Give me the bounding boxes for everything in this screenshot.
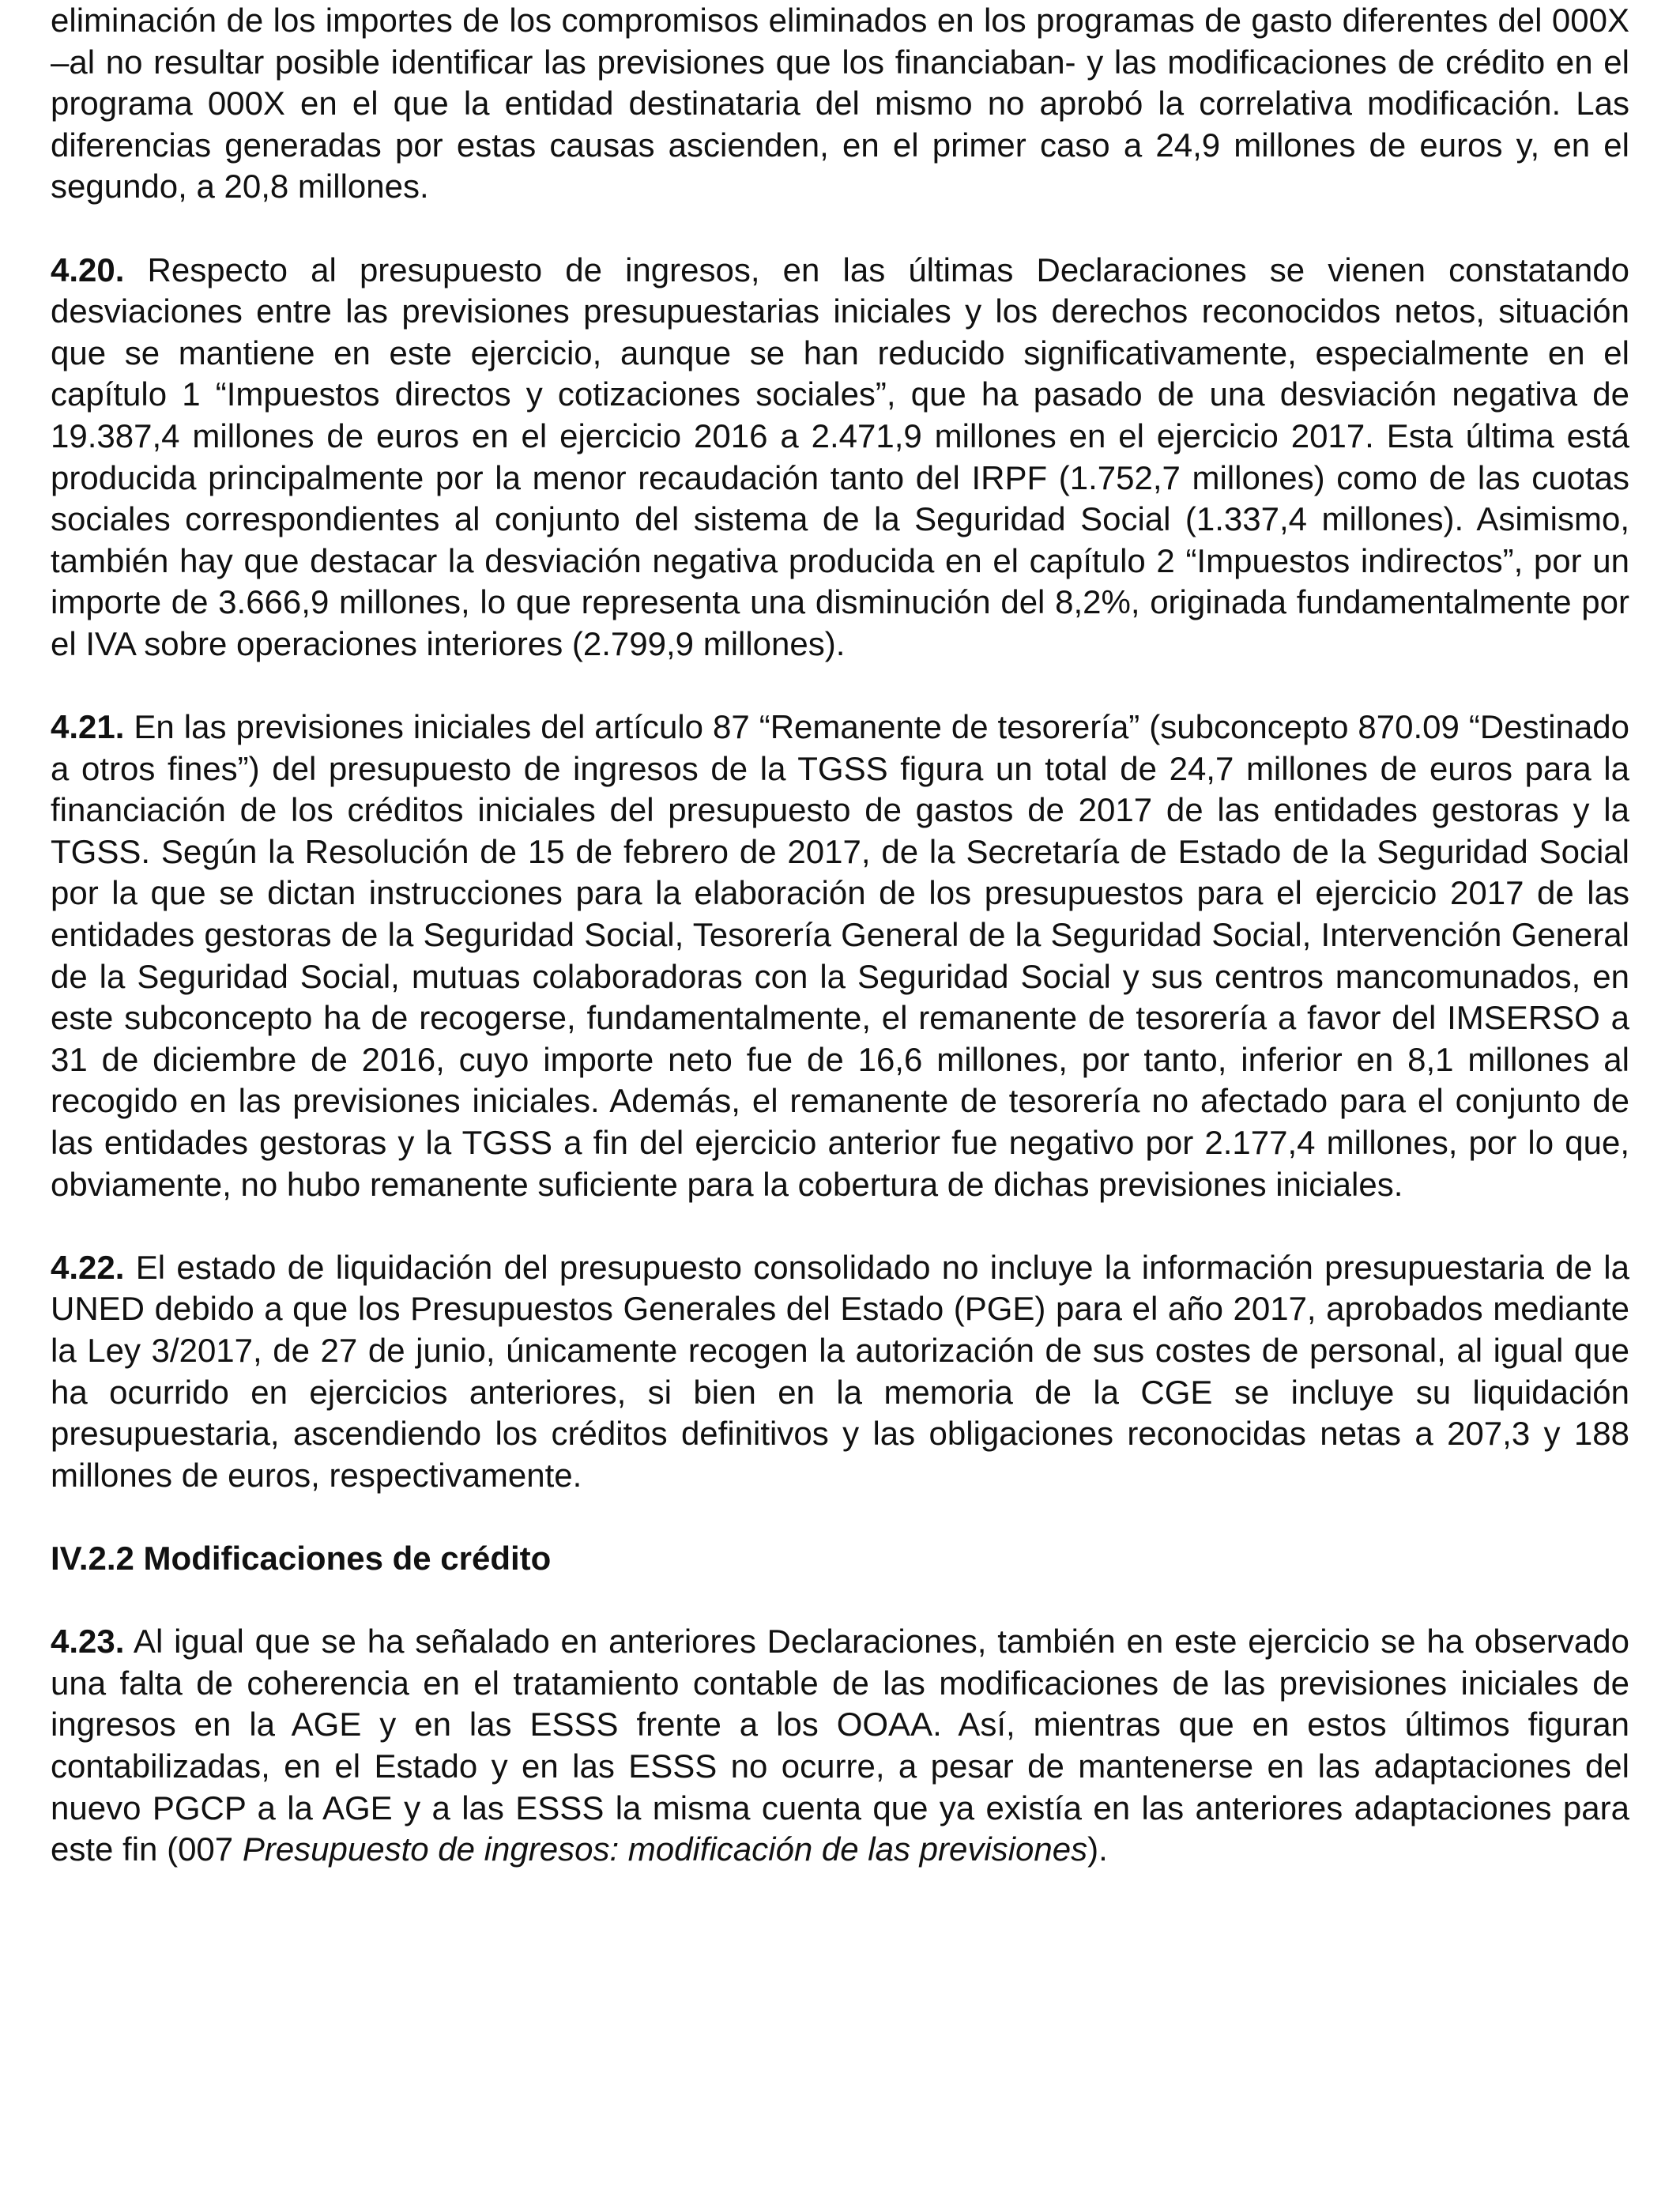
paragraph-4-21: [51, 707, 1629, 1205]
paragraph-4-22: [51, 1247, 1629, 1497]
section-heading: IV.2.2 Modificaciones de crédito: [51, 1539, 552, 1577]
paragraph-number: 4.23.: [51, 1623, 125, 1661]
paragraph-text: Al igual que se ha señalado en anteriores Declaraciones, también en este ejercicio se ha observado una falta de coherencia en el tratamiento contable de las modificaciones de las previsiones iniciales de ingresos en la AGE y en las ESSS frente a los OOAA. Así, mientras que en estos últimos figuran contabilizadas, en el Estado y en las ESSS no ocurre, a pesar de mantenerse en las adaptaciones del nuevo PGCP a la AGE y a las ESSS la misma cuenta que ya existía en las anteriores adaptaciones para este fin (007: [51, 1623, 1629, 1868]
paragraph-text: El estado de liquidación del presupuesto consolidado no incluye la información presupuestaria de la UNED debido a que los Presupuestos Generales del Estado (PGE) para el año 2017, aprobados mediante la Ley 3/2017, de 27 de junio, únicamente recogen la autorización de sus costes de personal, al igual que ha ocurrido en ejercicios anteriores, si bien en la memoria de la CGE se incluye su liquidación presupuestaria, ascendiendo los créditos definitivos y las obligaciones reconocidas netas a 207,3 y 188 millones de euros, respectivamente.: [51, 1248, 1629, 1494]
paragraph-number: 4.22.: [51, 1248, 125, 1286]
intro-paragraph: eliminación de los importes de los compromisos eliminados en los programas de gasto diferentes del 000X –al no resultar posible identificar las previsiones que los financiaban- y las modificaciones de crédito en el programa 000X en el que la entidad destinataria del mismo no aprobó la correlativa modificación. Las diferencias generadas por estas causas ascienden, en el primer caso a 24,9 millones de euros y, en el segundo, a 20,8 millones.: [51, 2, 1629, 205]
paragraph-closing-text: ).: [1087, 1830, 1108, 1868]
paragraph-number: 4.21.: [51, 708, 125, 746]
document-page: [51, 0, 1629, 1912]
paragraph-text: En las previsiones iniciales del artículo 87 “Remanente de tesorería” (subconcepto 870.09 “Destinado a otros fines”) del presupuesto de ingresos de la TGSS figura un total de 24,7 millones de euros para la financiación de los créditos iniciales del presupuesto de gastos de 2017 de las entidades gestoras y la TGSS. Según la Resolución de 15 de febrero de 2017, de la Secretaría de Estado de la Seguridad Social por la que se dictan instrucciones para la elaboración de los presupuestos para el ejercicio 2017 de las entidades gestoras de la Seguridad Social, Tesorería General de la Seguridad Social, Intervención General de la Seguridad Social, mutuas colaboradoras con la Seguridad Social y sus centros mancomunados, en este subconcepto ha de recogerse, fundamentalmente, el remanente de tesorería a favor del IMSERSO a 31 de diciembre de 2016, cuyo importe neto fue de 16,6 millones, por tanto, inferior en 8,1 millones al recogido en las previsiones iniciales. Además, el remanente de tesorería no afectado para el conjunto de las entidades gestoras y la TGSS a fin del ejercicio anterior fue negativo por 2.177,4 millones, por lo que, obviamente, no hubo remanente suficiente para la cobertura de dichas previsiones iniciales.: [51, 708, 1629, 1203]
paragraph-4-20: [51, 250, 1629, 665]
paragraph-number: 4.20.: [51, 251, 125, 288]
paragraph-italic-text: Presupuesto de ingresos: modificación de las previsiones: [242, 1830, 1088, 1868]
paragraph-4-23: [51, 1621, 1629, 1871]
paragraph-text: Respecto al presupuesto de ingresos, en las últimas Declaraciones se vienen constatando desviaciones entre las previsiones presupuestarias iniciales y los derechos reconocidos netos, situación que se mantiene en este ejercicio, aunque se han reducido significativamente, especialmente en el capítulo 1 “Impuestos directos y cotizaciones sociales”, que ha pasado de una desviación negativa de 19.387,4 millones de euros en el ejercicio 2016 a 2.471,9 millones en el ejercicio 2017. Esta última está producida principalmente por la menor recaudación tanto del IRPF (1.752,7 millones) como de las cuotas sociales correspondientes al conjunto del sistema de la Seguridad Social (1.337,4 millones). Asimismo, también hay que destacar la desviación negativa producida en el capítulo 2 “Impuestos indirectos”, por un importe de 3.666,9 millones, lo que representa una disminución del 8,2%, originada fundamentalmente por el IVA sobre operaciones interiores (2.799,9 millones).: [51, 251, 1629, 662]
